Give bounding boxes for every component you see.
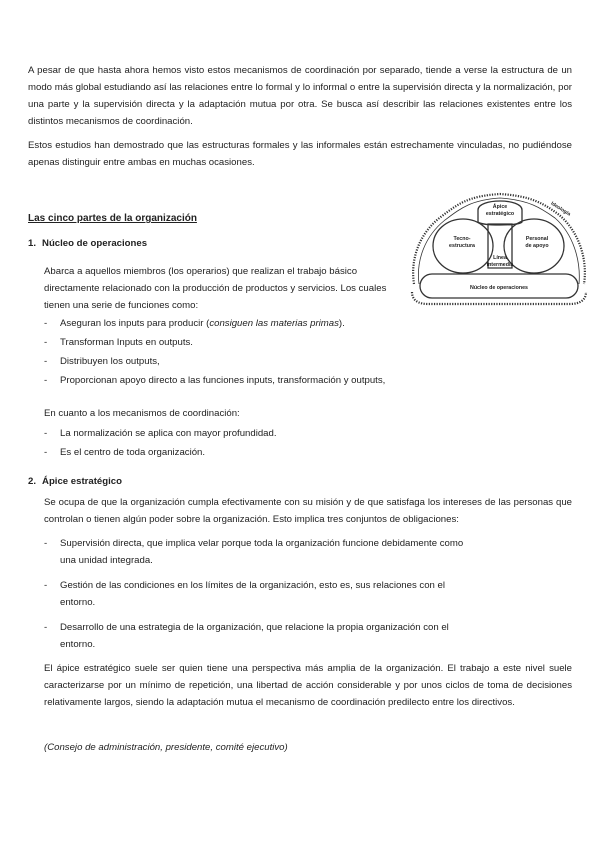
technostructure-label-1: Tecno- bbox=[453, 236, 471, 242]
list-item: - Distribuyen los outputs, bbox=[44, 352, 434, 371]
list-item: - Transforman Inputs en outputs. bbox=[44, 333, 434, 352]
part2-heading bbox=[28, 473, 122, 490]
list-item bbox=[44, 619, 504, 653]
operating-core-label: Núcleo de operaciones bbox=[470, 285, 528, 291]
part2-paragraph: El ápice estratégico suele ser quien tiene una perspectiva más amplia de la organización. El trabajo a este nivel suele caracterizarse por un mínimo de repetición, una libertad de acción considerable y por unos ciclos de toma de decisiones relativamente largos, siendo la adaptación mutua el mecanismo de coordinación predilecto entre los directivos. bbox=[44, 663, 572, 708]
apex-label-2: estratégico bbox=[485, 211, 515, 217]
obligation-line-1: Gestión de las condiciones en los límites de la organización, esto es, sus relaciones con el bbox=[60, 580, 446, 591]
list-item: - Proporcionan apoyo directo a las funciones inputs, transformación y outputs, bbox=[44, 371, 434, 390]
five-parts-diagram bbox=[408, 188, 590, 310]
technostructure-label-2: estructura bbox=[449, 243, 475, 249]
support-label-2: de apoyo bbox=[525, 243, 549, 249]
obligation-line-2: entorno. bbox=[60, 639, 96, 650]
examples-text: Consejo de administración, presidente, comité ejecutivo bbox=[47, 742, 285, 753]
intro-paragraph-1: A pesar de que hasta ahora hemos visto estos mecanismos de coordinación por separado, tiende a verse la estructura de un modo más global estudiando así las relaciones entre lo formal y lo informal o entre la supervisión directa y la normalización, por una parte y la supervisión directa y la adaptación mutua por otra. Se busca así describir las relaciones existentes entre los distintos mecanismos de coordinación. bbox=[28, 65, 572, 127]
function-text: Aseguran los inputs para producir ( bbox=[60, 318, 210, 329]
function-italic: consiguen las materias primas bbox=[209, 318, 339, 329]
part1-heading bbox=[28, 235, 147, 252]
obligations-list bbox=[44, 535, 504, 661]
section-title: Las cinco partes de la organización bbox=[28, 213, 197, 224]
part1-number: 1. bbox=[28, 238, 37, 249]
intro-paragraph-2: Estos estudios han demostrado que las estructuras formales y las informales están estrechamente vinculadas, no pudiéndose apenas distinguir entre ambas en muchas ocasiones. bbox=[28, 140, 572, 168]
part2-intro: Se ocupa de que la organización cumpla efectivamente con su misión y de que satisfaga los intereses de las personas que controlan o tienen algún poder sobre la organización. Esto implica tres conjuntos de obligaciones: bbox=[44, 497, 572, 525]
list-item bbox=[44, 535, 504, 569]
obligation-line-2: una unidad integrada. bbox=[60, 555, 153, 566]
ideology-label: Ideología bbox=[549, 200, 572, 218]
list-item: - La normalización se aplica con mayor profundidad. bbox=[44, 424, 434, 443]
coordination-intro: En cuanto a los mecanismos de coordinación: bbox=[44, 408, 240, 419]
part1-intro: Abarca a aquellos miembros (los operarios) que realizan el trabajo básico directamente relacionado con la producción de productos y servicios. Los cuales tienen una serie de funciones como: bbox=[44, 266, 387, 311]
obligation-line-1: Supervisión directa, que implica velar porque toda la organización funcione debidamente como bbox=[60, 538, 464, 549]
list-item: - Es el centro de toda organización. bbox=[44, 443, 434, 462]
part1-functions-list bbox=[44, 314, 434, 390]
obligation-line-1: Desarrollo de una estrategia de la organización, que relacione la propia organización con el bbox=[60, 622, 449, 633]
part2-number: 2. bbox=[28, 476, 37, 487]
list-item bbox=[44, 577, 504, 611]
function-after: ). bbox=[338, 318, 345, 329]
list-item bbox=[44, 314, 434, 333]
support-label-1: Personal bbox=[525, 236, 549, 242]
middle-line-label-2: intermedia bbox=[486, 262, 514, 268]
middle-line-label-1: Línea bbox=[493, 255, 507, 261]
apex-label-1: Ápice bbox=[492, 204, 508, 210]
obligation-line-2: entorno. bbox=[60, 597, 96, 608]
coordination-list bbox=[44, 424, 434, 462]
part2-examples bbox=[44, 739, 288, 756]
part2-heading-text: Ápice estratégico bbox=[42, 476, 122, 487]
examples-open: ( bbox=[44, 742, 48, 753]
part1-heading-text: Núcleo de operaciones bbox=[42, 238, 148, 249]
examples-close: ) bbox=[284, 742, 288, 753]
